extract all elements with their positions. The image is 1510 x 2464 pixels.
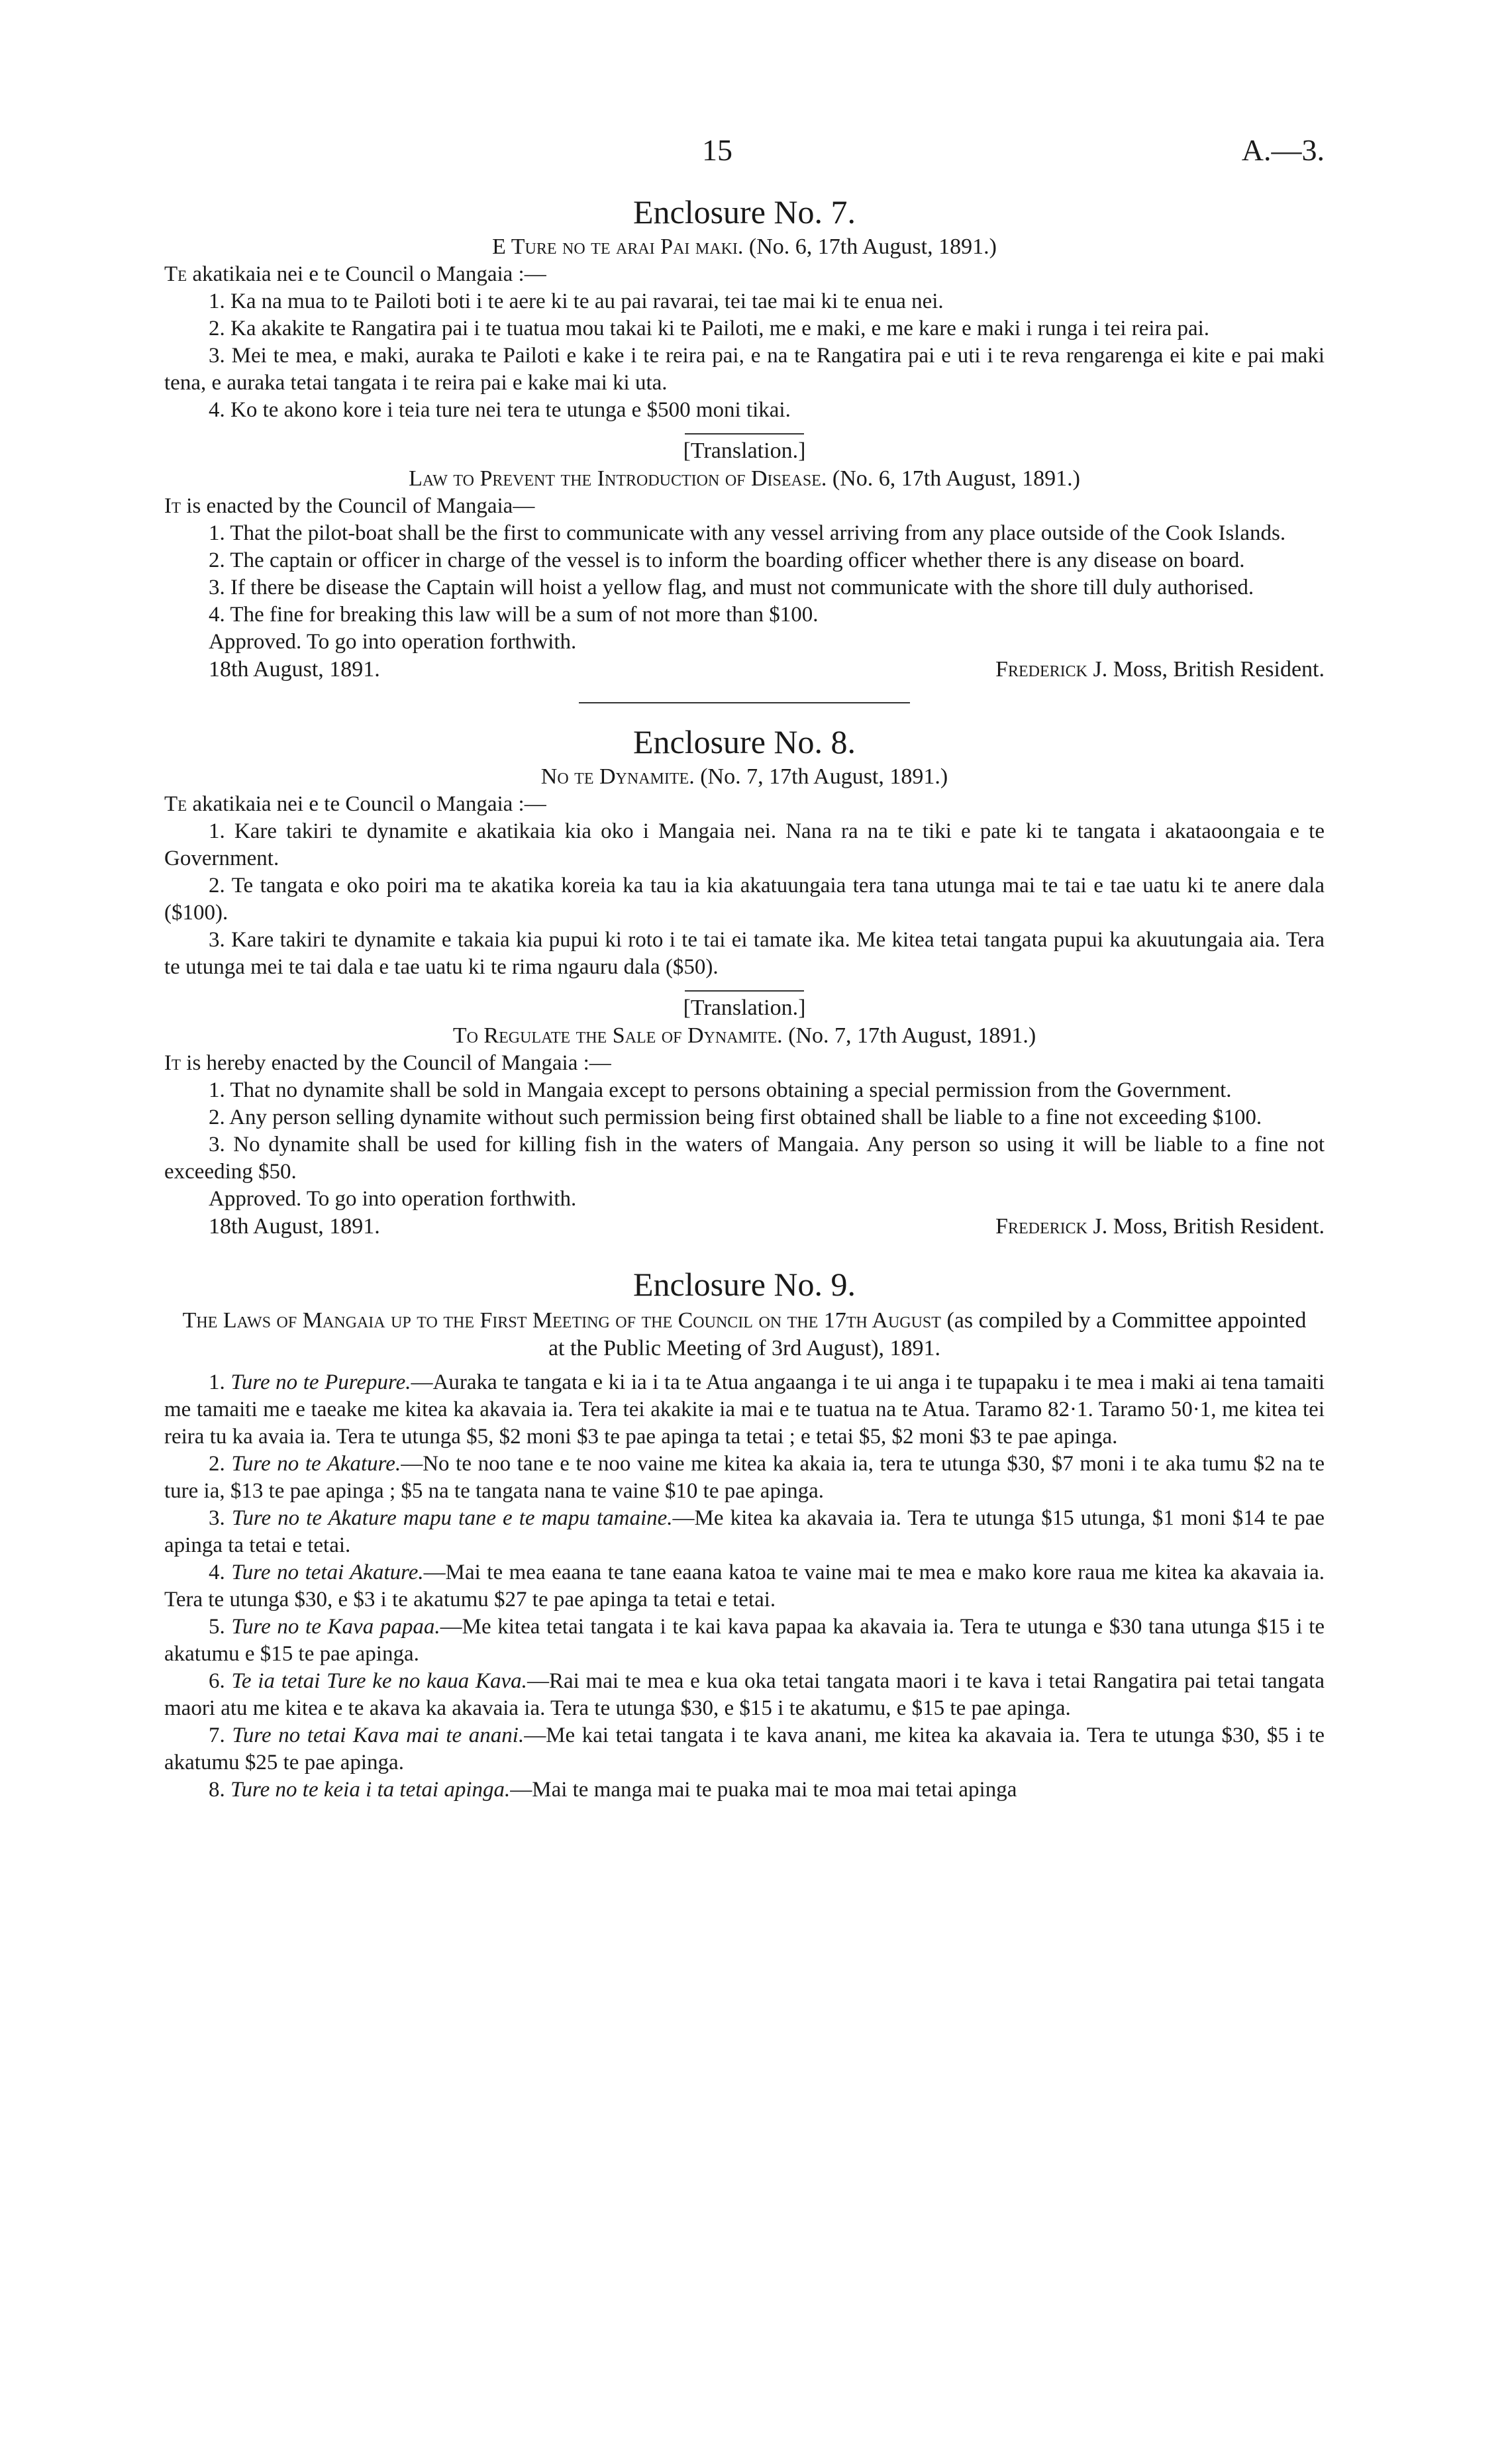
- law-title: Ture no te Akature mapu tane e te mapu tamaine.: [231, 1506, 673, 1530]
- enclosure-8-title: Enclosure No. 8.: [632, 723, 856, 760]
- law-title-main: Law to Prevent the Introduction of Disease.: [409, 466, 827, 491]
- approval-note: Approved. To go into operation forthwith.: [209, 630, 577, 654]
- law-title-date: (No. 7, 17th August, 1891.): [788, 1023, 1036, 1048]
- enclosure-7-subtitle-main: E Ture no te arai Pai maki.: [492, 234, 744, 259]
- enclosure-8-item: 2. Te tangata e oko poiri ma te akatika koreia ka tau ia kia akatuungaia tera tana utunga mai te tai e tae uatu ki te anere dala ($100).: [164, 874, 1325, 925]
- law-intro: [164, 493, 1325, 520]
- law-entry: [164, 1614, 1325, 1668]
- law-entry: [164, 1559, 1325, 1614]
- signature-first-name: Frederick: [995, 1214, 1088, 1239]
- signature-line: [164, 656, 1325, 684]
- law-title: Ture no tetai Akature.: [231, 1561, 424, 1584]
- law-title: Ture no tetai Kava mai te anani.: [232, 1723, 525, 1747]
- law-text: —Auraka te tangata e ki ia i ta te Atua angaanga i te ui anga i te tupapaku i te mea i maki ai tena tamaiti me tamaiti me e taeake me kitea ka akavaia ia. Tera tei akakite ia mai e te tuatua na te Atua. Taramo 82·1. Taramo 50·1, me kitea tei reira tu ka avaia ia. Tera te utunga $5, $2 moni $3 te pae apinga ta tetai ; e tetai $5, $2 moni $3 te pae apinga.: [164, 1370, 1325, 1449]
- enclosure-7-item: 4. Ko te akono kore i teia ture nei tera te utunga e $500 moni tikai.: [209, 398, 791, 422]
- enclosure-8-intro: [164, 791, 1325, 818]
- intro-lead: It: [164, 1051, 181, 1075]
- enclosure-7-subtitle: [164, 233, 1325, 261]
- intro-lead: Te: [164, 262, 187, 286]
- divider: [685, 433, 804, 435]
- law-title: Te ia tetai Ture ke no kaua Kava.: [231, 1669, 527, 1693]
- law-text: —Mai te mea eaana te tane eaana katoa te vaine mai te mea e mako kore raua me kitea ka akavaia ia. Tera te utunga $30, e $3 i te akatumu $27 te pae apinga ta tetai e tetai.: [164, 1561, 1325, 1612]
- signature-rest: J. Moss, British Resident.: [1093, 1214, 1325, 1239]
- law-item: 1. That no dynamite shall be sold in Mangaia except to persons obtaining a special permission from the Government.: [209, 1078, 1232, 1102]
- enclosure-9-heading: [164, 1307, 1325, 1362]
- law-entry: [164, 1505, 1325, 1559]
- intro-text: akatikaia nei e te Council o Mangaia :—: [192, 262, 546, 286]
- law-title-main: To Regulate the Sale of Dynamite.: [452, 1023, 783, 1048]
- law-number: 7.: [209, 1723, 225, 1747]
- intro-lead: Te: [164, 792, 187, 816]
- signature: [995, 1213, 1325, 1241]
- enclosure-7-title: Enclosure No. 7.: [632, 193, 856, 231]
- page-number: 15: [702, 133, 732, 167]
- law-item: 3. No dynamite shall be used for killing fish in the waters of Mangaia. Any person so using it will be liable to a fine not exceeding $50.: [164, 1133, 1325, 1184]
- law-entry: [164, 1722, 1325, 1776]
- law-item: 2. Any person selling dynamite without such permission being first obtained shall be liable to a fine not exceeding $100.: [209, 1105, 1262, 1129]
- law-number: 5.: [209, 1615, 225, 1639]
- translation-label: [Translation.]: [683, 438, 806, 463]
- enclosure-7-intro: [164, 261, 1325, 288]
- law-text: —Me kitea tetai tangata i te kai kava papaa ka akavaia ia. Tera te utunga e $30 tana utunga $15 i te akatumu e $15 te pae apinga.: [164, 1615, 1325, 1666]
- law-entry: [164, 1451, 1325, 1505]
- signature-line: [164, 1213, 1325, 1241]
- translation-label: [Translation.]: [683, 996, 806, 1020]
- law-text: —No te noo tane e te noo vaine me kitea ka akaia ia, tera te utunga $30, $7 moni i te aka tumu $2 na te ture ia, $13 te pae apinga ; $5 na te tangata nana te vaine $10 te pae apinga.: [164, 1452, 1325, 1503]
- intro-lead: It: [164, 494, 181, 518]
- law-title-date: (No. 6, 17th August, 1891.): [832, 466, 1080, 491]
- law-number: 2.: [209, 1452, 225, 1476]
- signature: [995, 656, 1325, 684]
- signature-first-name: Frederick: [995, 657, 1088, 682]
- law-entry: [164, 1776, 1325, 1804]
- signature-rest: J. Moss, British Resident.: [1093, 657, 1325, 682]
- enclosure-7-item: 3. Mei te mea, e maki, auraka te Pailoti e kake i te reira pai, e na te Rangatira pai e uti i te reva rengarenga ei kite e pai maki tena, e auraka tetai tangata i te reira pai e kake mai ki uta.: [164, 344, 1325, 395]
- page-content: [164, 0, 1325, 1804]
- law-title: [164, 1022, 1325, 1050]
- enclosure-8-item: 1. Kare takiri te dynamite e akatikaia kia oko i Mangaia nei. Nana ra na te tiki e pate ki te tangata i akataoongaia e te Government.: [164, 819, 1325, 870]
- law-item: 1. That the pilot-boat shall be the first to communicate with any vessel arriving from any place outside of the Cook Islands.: [209, 521, 1286, 545]
- enclosure-9-title: Enclosure No. 9.: [632, 1266, 856, 1303]
- enclosure-8-item: 3. Kare takiri te dynamite e takaia kia pupui ki roto i te tai ei tamate ika. Me kitea tetai tangata pupui ka akuutungaia aia. Tera te utunga mei te tai dala e tae uatu ki te rima ngauru dala ($50).: [164, 928, 1325, 979]
- enclosure-8-subtitle-date: (No. 7, 17th August, 1891.): [700, 764, 948, 789]
- enclosure-8-subtitle-main: No te Dynamite.: [540, 764, 695, 789]
- law-entry: [164, 1668, 1325, 1722]
- law-number: 3.: [209, 1506, 225, 1530]
- law-title: Ture no te Purepure.: [230, 1370, 411, 1394]
- enclosure-9-heading-note: (as compiled by a Committee appointed at the Public Meeting of 3rd August), 1891.: [548, 1308, 1307, 1360]
- divider: [685, 990, 804, 992]
- law-item: 4. The fine for breaking this law will be a sum of not more than $100.: [209, 603, 819, 627]
- intro-text: akatikaia nei e te Council o Mangaia :—: [192, 792, 546, 816]
- law-title: Ture no te Kava papaa.: [231, 1615, 440, 1639]
- law-number: 1.: [209, 1370, 225, 1394]
- intro-text: is enacted by the Council of Mangaia—: [186, 494, 535, 518]
- law-title: [164, 465, 1325, 493]
- page-reference: A.—3.: [1241, 133, 1325, 167]
- law-number: 6.: [209, 1669, 225, 1693]
- approval-note: Approved. To go into operation forthwith.: [209, 1187, 577, 1211]
- enclosure-9-heading-main: The Laws of Mangaia up to the First Meeting of the Council on the 17th August: [182, 1308, 941, 1333]
- enclosure-7-item: 2. Ka akakite te Rangatira pai i te tuatua mou takai ki te Pailoti, me e maki, e me kare e maki i runga i tei reira pai.: [209, 317, 1210, 340]
- law-title: Ture no te Akature.: [231, 1452, 401, 1476]
- enclosure-8-subtitle: [164, 763, 1325, 791]
- law-item: 3. If there be disease the Captain will hoist a yellow flag, and must not communicate with the shore till duly authorised.: [209, 576, 1254, 599]
- law-number: 8.: [209, 1778, 225, 1802]
- law-text: —Mai te manga mai te puaka mai te moa mai tetai apinga: [510, 1778, 1017, 1802]
- law-entry: [164, 1369, 1325, 1451]
- law-text: —Me kitea ka akavaia ia. Tera te utunga $15 utunga, $1 moni $14 te pae apinga ta tetai e tetai.: [164, 1506, 1325, 1557]
- law-intro: [164, 1050, 1325, 1077]
- date: 18th August, 1891.: [209, 1214, 380, 1239]
- law-title: Ture no te keia i ta tetai apinga.: [230, 1778, 511, 1802]
- enclosure-7-item: 1. Ka na mua to te Pailoti boti i te aere ki te au pai ravarai, tei tae mai ki te enua nei.: [209, 289, 944, 313]
- intro-text: is hereby enacted by the Council of Mangaia :—: [186, 1051, 611, 1075]
- law-text: —Me kai tetai tangata i te kava anani, me kitea ka akavaia ia. Tera te utunga $30, $5 i te akatumu $25 te pae apinga.: [164, 1723, 1325, 1774]
- law-text: —Rai mai te mea e kua oka tetai tangata maori i te kava i tetai Rangatira pai tetai tangata maori atu me kitea e te akava ka akavaia ia. Tera te utunga $30, e $15 i te akatumu, e $15 te pae apinga.: [164, 1669, 1325, 1720]
- law-number: 4.: [209, 1561, 225, 1584]
- law-item: 2. The captain or officer in charge of the vessel is to inform the boarding officer whether there is any disease on board.: [209, 548, 1245, 572]
- date: 18th August, 1891.: [209, 657, 380, 682]
- enclosure-7-subtitle-date: (No. 6, 17th August, 1891.): [748, 234, 997, 259]
